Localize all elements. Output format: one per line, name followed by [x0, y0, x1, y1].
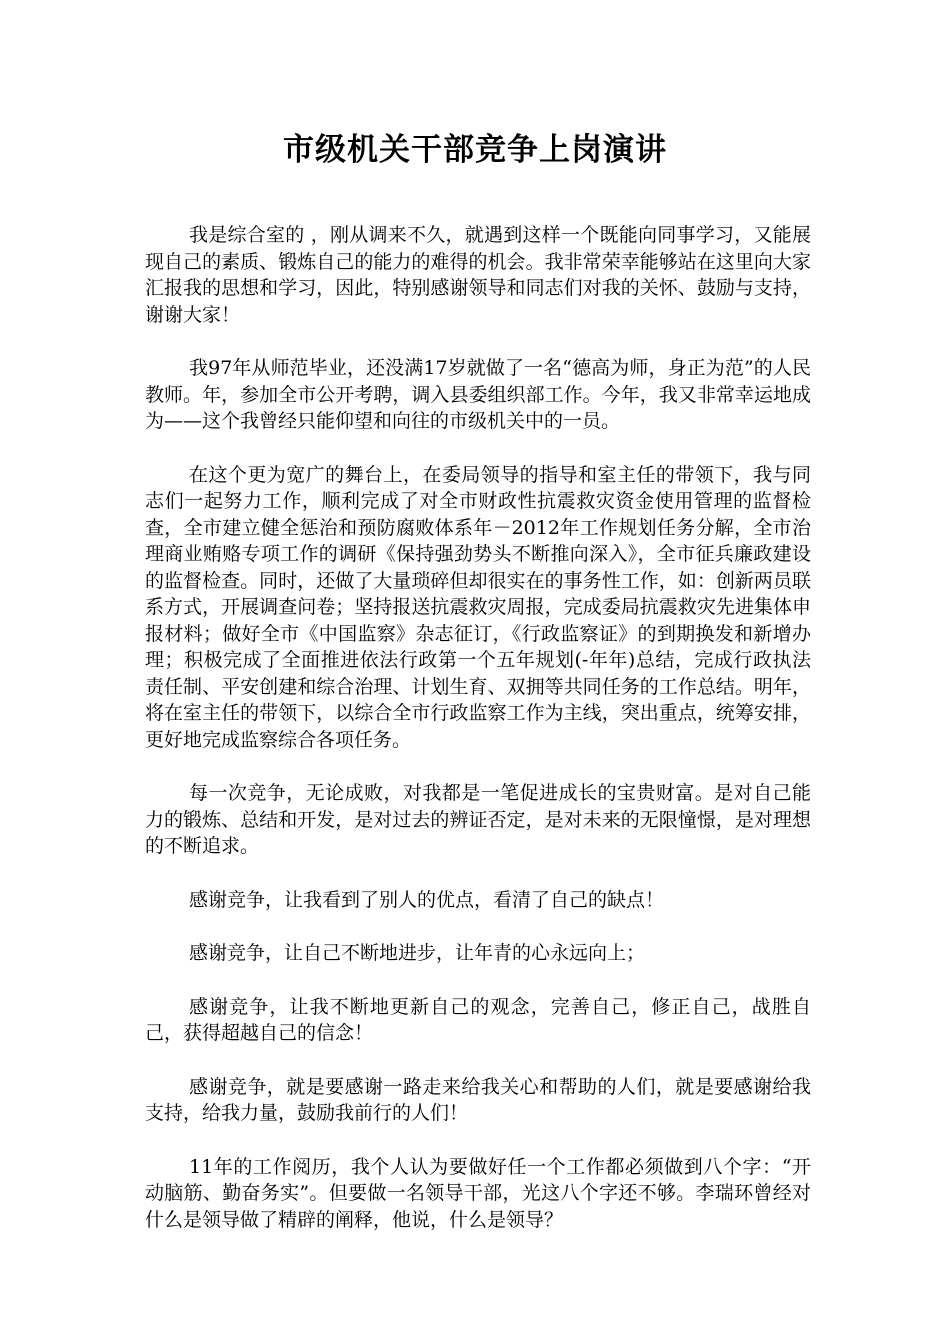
paragraph-8: 感谢竞争，就是要感谢一路走来给我关心和帮助的人们，就是要感谢给我支持，给我力量，鼓励我前行的人们！ — [145, 1075, 811, 1124]
paragraph-6: 感谢竞争，让自己不断地进步，让年青的心永远向上； — [189, 942, 646, 964]
paragraph-2: 我97年从师范毕业，还没满17岁就做了一名“德高为师，身正为范”的人民教师。年，参加全市公开考聘，调入县委组织部工作。今年，我又非常幸运地成为——这个我曾经只能仰望和向往的市级机关中的一员。 — [145, 357, 811, 432]
paragraph-1: 我是综合室的 ，刚从调来不久，就遇到这样一个既能向同事学习，又能展现自己的素质、锻炼自己的能力的难得的机会。我非常荣幸能够站在这里向大家汇报我的思想和学习，因此，特别感谢领导和同志们对我的关怀、鼓励与支持，谢谢大家！ — [145, 224, 811, 326]
paragraph-7: 感谢竞争，让我不断地更新自己的观念，完善自己，修正自己，战胜自己，获得超越自己的信念！ — [145, 995, 811, 1044]
paragraph-5: 感谢竞争，让我看到了别人的优点，看清了自己的缺点！ — [189, 888, 665, 911]
document-body — [145, 222, 811, 1260]
paragraph-4: 每一次竞争，无论成败，对我都是一笔促进成长的宝贵财富。是对自己能力的锻炼、总结和开发，是对过去的辨证否定，是对未来的无限憧憬，是对理想的不断追求。 — [145, 782, 811, 857]
document-title: 市级机关干部竞争上岗演讲 — [283, 132, 667, 168]
paragraph-9: 11年的工作阅历，我个人认为要做好任一个工作都必须做到八个字：“开动脑筋、勤奋务实”。但要做一名领导干部，光这八个字还不够。李瑞环曾经对什么是领导做了精辟的阐释，他说，什么是领导？ — [145, 1155, 811, 1231]
paragraph-3: 在这个更为宽广的舞台上，在委局领导的指导和室主任的带领下，我与同志们一起努力工作，顺利完成了对全市财政性抗震救灾资金使用管理的监督检查，全市建立健全惩治和预防腐败体系年－2012年工作规划任务分解，全市治理商业贿赂专项工作的调研《保持强劲势头不断推向深入》，全市征兵廉政建设的监督检查。同时，还做了大量琐碎但却很实在的事务性工作，如：创新两员联系方式，开展调查问卷；坚持报送抗震救灾周报，完成委局抗震救灾先进集体申报材料；做好全市《中国监察》杂志征订，《行政监察证》的到期换发和新增办理；积极完成了全面推进依法行政第一个五年规划(-年年)总结，完成行政执法责任制、平安创建和综合治理、计划生育、双拥等共同任务的工作总结。明年，将在室主任的带领下，以综合全市行政监察工作为主线，突出重点，统筹安排，更好地完成监察综合各项任务。 — [145, 463, 811, 751]
